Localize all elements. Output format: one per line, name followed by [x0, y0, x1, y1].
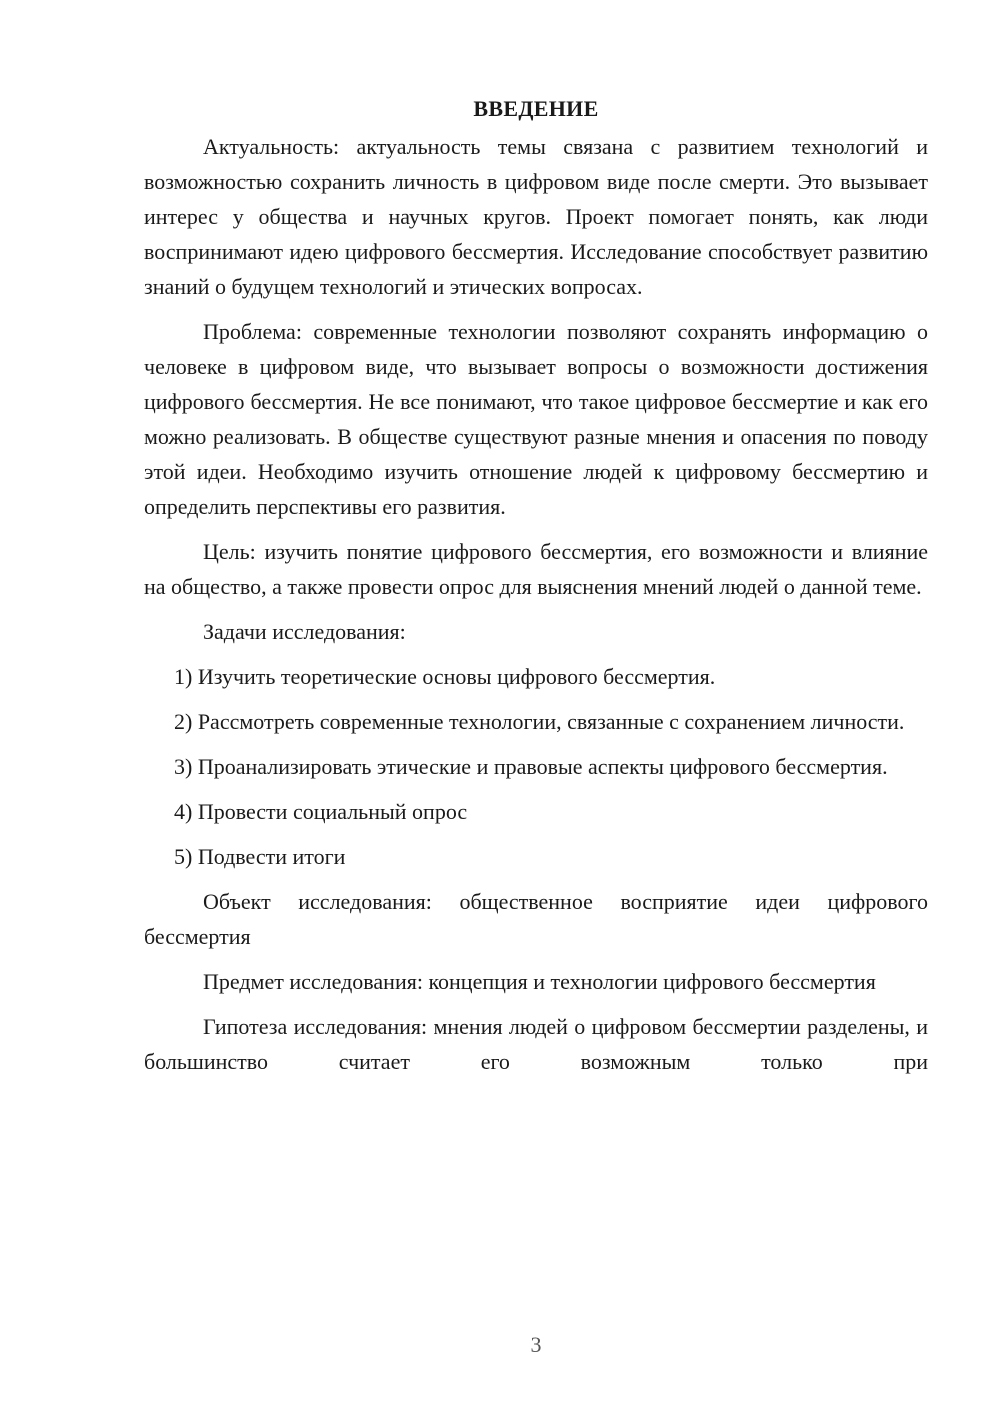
task-item-1: 1) Изучить теоретические основы цифрового бессмертия. [174, 664, 716, 689]
task-item-5: 5) Подвести итоги [174, 844, 346, 869]
hypothesis-paragraph: Гипотеза исследования: мнения людей о цифровом бессмертии разделены, и большинство считает его возможным только при [144, 1014, 928, 1074]
object-paragraph: Объект исследования: общественное восприятие идеи цифрового бессмертия [144, 889, 928, 949]
task-item-2: 2) Рассмотреть современные технологии, связанные с сохранением личности. [174, 709, 905, 734]
subject-paragraph: Предмет исследования: концепция и технологии цифрового бессмертия [203, 969, 876, 994]
goal-paragraph: Цель: изучить понятие цифрового бессмертия, его возможности и влияние на общество, а также провести опрос для выяснения мнений людей о данной теме. [144, 539, 928, 599]
page-content [144, 94, 928, 1089]
task-item-4: 4) Провести социальный опрос [174, 799, 468, 824]
task-item-3: 3) Проанализировать этические и правовые аспекты цифрового бессмертия. [174, 754, 888, 779]
section-heading: ВВЕДЕНИЕ [473, 96, 599, 121]
page-number: 3 [530, 1332, 542, 1357]
problem-paragraph: Проблема: современные технологии позволяют сохранять информацию о человеке в цифровом виде, что вызывает вопросы о возможности достижения цифрового бессмертия. Не все понимают, что такое цифровое бессмертие и как его можно реализовать. В обществе существуют разные мнения и опасения по поводу этой идеи. Необходимо изучить отношение людей к цифровому бессмертию и определить перспективы его развития. [144, 319, 928, 519]
relevance-paragraph: Актуальность: актуальность темы связана с развитием технологий и возможностью сохранить личность в цифровом виде после смерти. Это вызывает интерес у общества и научных кругов. Проект помогает понять, как люди воспринимают идею цифрового бессмертия. Исследование способствует развитию знаний о будущем технологий и этических вопросах. [144, 134, 928, 299]
tasks-title: Задачи исследования: [203, 619, 406, 644]
